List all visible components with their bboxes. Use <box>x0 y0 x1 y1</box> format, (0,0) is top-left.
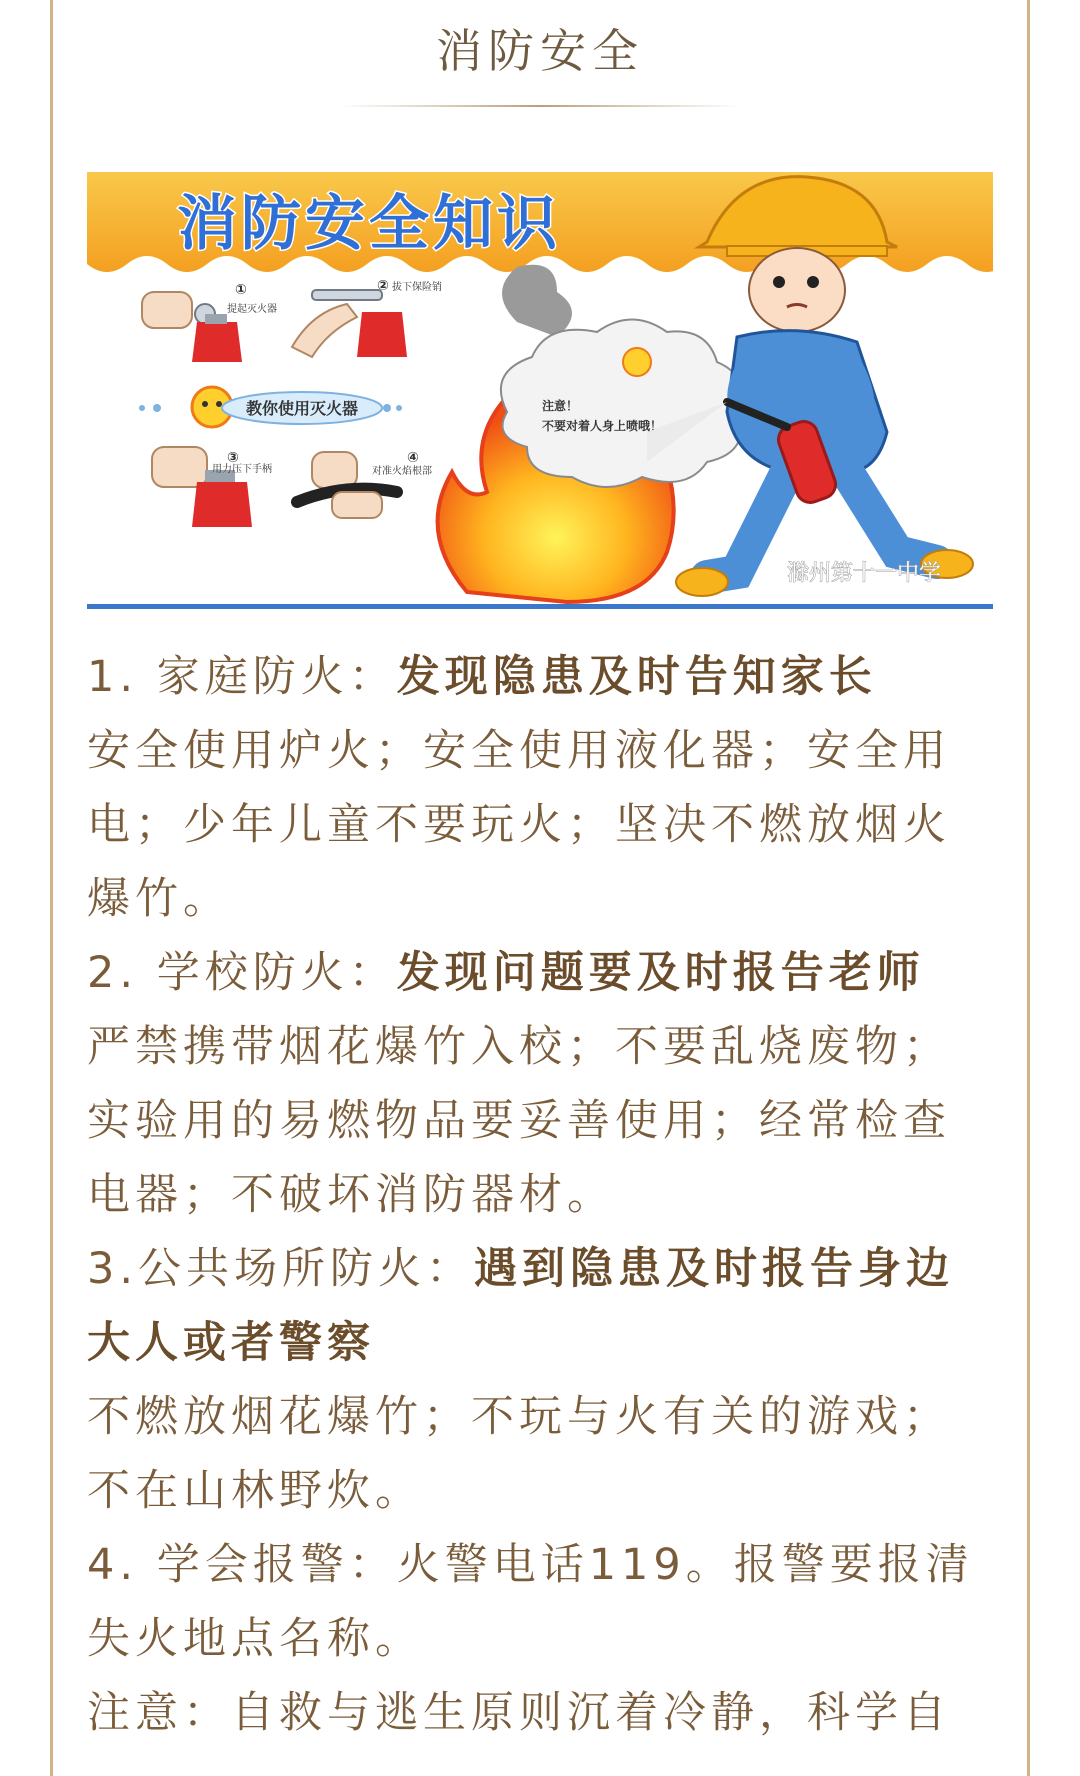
poster-watermark: 滁州第十一中学 <box>787 561 942 586</box>
step-4-icon <box>297 452 397 518</box>
step-2-icon <box>292 290 407 357</box>
title-divider <box>340 105 740 107</box>
article-title: 消防安全 <box>436 24 644 78</box>
section-1-body: 安全使用炉火；安全使用液化器；安全用电；少年儿童不要玩火；坚决不燃放烟火爆竹。 <box>87 726 951 924</box>
small-fire-mascot-icon <box>623 348 651 376</box>
section-4 <box>87 1528 997 1676</box>
step-1-icon <box>142 292 242 362</box>
section-3-emphasis: 遇到隐患及时报告身边大人或者警察 <box>87 1244 955 1368</box>
cloud-text-line2: 不要对着人身上喷哦！ <box>542 419 663 433</box>
section-2-prefix: 2. 学校防火： <box>87 948 397 998</box>
section-3 <box>87 1232 997 1528</box>
extinguisher-steps-diagram <box>139 278 442 527</box>
center-label: 教你使用灭火器 <box>245 399 359 418</box>
fire-safety-poster-image <box>87 172 993 609</box>
left-border-line <box>50 0 53 1776</box>
step-2-number: ② <box>377 278 389 294</box>
section-1-emphasis: 发现隐患及时告知家长 <box>396 652 877 702</box>
section-2 <box>87 936 997 1232</box>
section-4-prefix: 4. 学会报警：火警电话119。报警要报清失火地点名称。 <box>87 1540 974 1664</box>
step-2-caption: 拔下保险销 <box>392 282 442 293</box>
section-3-prefix: 3.公共场所防火： <box>87 1244 475 1294</box>
step-4-number: ④ <box>407 450 419 466</box>
section-2-body: 严禁携带烟花爆竹入校；不要乱烧废物；实验用的易燃物品要妥善使用；经常检查电器；不破坏消防器材。 <box>87 1022 951 1220</box>
note-paragraph <box>87 1676 997 1750</box>
section-1-prefix: 1. 家庭防火： <box>87 652 397 702</box>
step-3-number: ③ <box>227 450 239 466</box>
section-1 <box>87 640 997 936</box>
step-3-caption: 用力压下手柄 <box>212 464 272 475</box>
right-border-line <box>1027 0 1030 1776</box>
poster-banner-title: 消防安全知识 <box>177 189 561 259</box>
section-3-body: 不燃放烟花爆竹；不玩与火有关的游戏；不在山林野炊。 <box>87 1392 951 1516</box>
step-1-number: ① <box>235 282 247 298</box>
note-text: 注意：自救与逃生原则沉着冷静，科学自 <box>87 1688 951 1738</box>
cloud-text-line1: 注意！ <box>542 399 579 413</box>
step-1-caption: 提起灭火器 <box>227 304 277 315</box>
section-2-emphasis: 发现问题要及时报告老师 <box>396 948 925 998</box>
step-4-caption: 对准火焰根部 <box>372 466 432 477</box>
warning-cloud <box>501 320 742 488</box>
article-body <box>87 640 997 1750</box>
